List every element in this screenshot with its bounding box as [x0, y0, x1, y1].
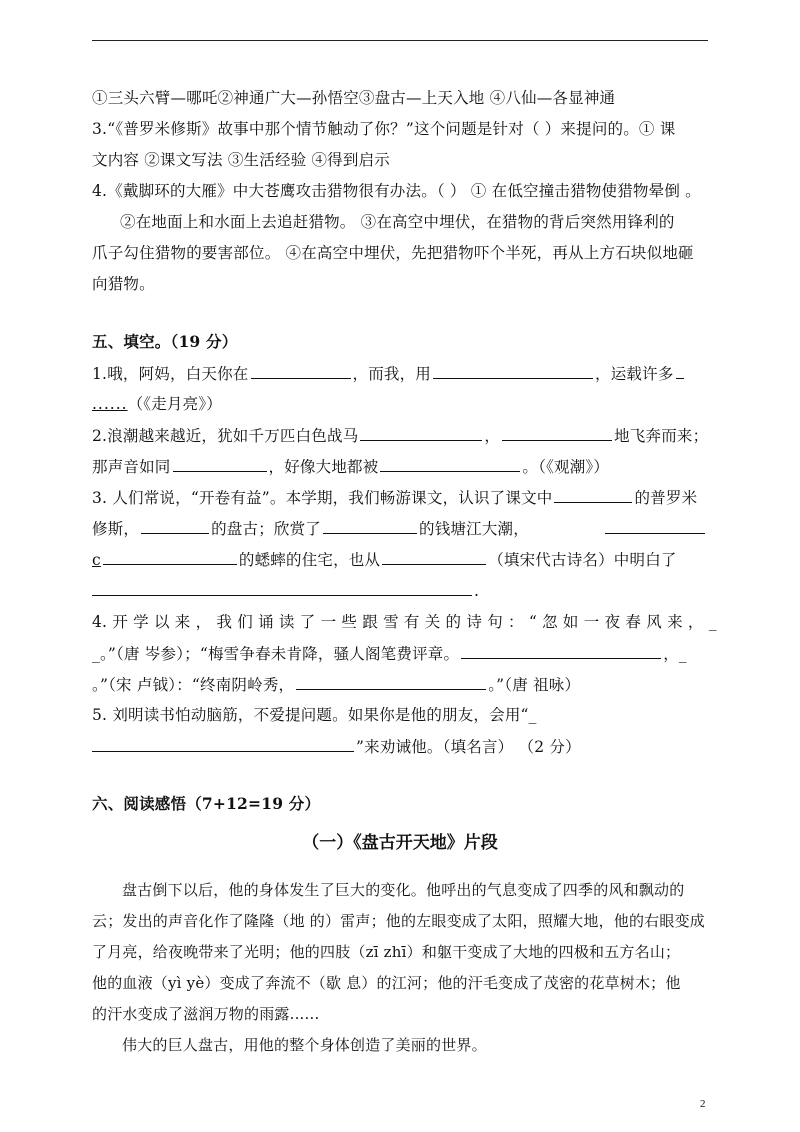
page-number: 2	[700, 1098, 706, 1110]
question-4-line-2: ②在地面上和水面上去追赶猎物。 ③在高空中埋伏，在猎物的背后突然用锋利的	[120, 213, 675, 231]
fill-4-text-c: ，_	[663, 645, 687, 663]
fill-4-text-e: 。”（唐 祖咏）	[488, 676, 581, 694]
fill-3-text-i: .	[474, 582, 480, 600]
passage-line-6: 伟大的巨人盘古，用他的整个身体创造了美丽的世界。	[122, 1036, 487, 1054]
fill-1-line-1	[92, 363, 686, 384]
question-3-line-1: 3.“《普罗米修斯》故事中那个情节触动了你？”这个问题是针对（ ）来提问的。① 课	[92, 120, 676, 138]
fill-1-blank-3[interactable]	[676, 363, 684, 379]
fill-2-line-2	[92, 456, 609, 477]
q3-options-line: ①三头六臂—哪吒②神通广大—孙悟空③盘古—上天入地 ④八仙—各显神通	[92, 89, 616, 107]
fill-2-text-e: ，好像大地都被	[268, 458, 379, 476]
passage-line-2: 云；发出的声音化作了隆隆（地 的）雷声；他的左眼变成了太阳，照耀大地，他的右眼变成	[92, 912, 705, 930]
fill-1-ellipsis: ......	[92, 395, 128, 413]
fill-2-blank-3[interactable]	[173, 456, 267, 472]
fill-3-blank-4[interactable]	[605, 518, 705, 534]
passage-line-4: 他的血液（yì yè）变成了奔流不（歇 息）的江河；他的汗毛变成了茂密的花草树木；他	[92, 974, 681, 992]
passage-title: （一）《盘古开天地》片段	[302, 833, 498, 853]
question-4-line-3: 爪子勾住猎物的要害部位。 ④在高空中埋伏，先把猎物吓个半死，再从上方石块似地砸	[92, 244, 694, 262]
fill-4-line-2	[92, 643, 687, 664]
fill-1-line-2	[92, 394, 222, 414]
fill-3-blank-5[interactable]	[103, 549, 237, 565]
fill-3-text-d: 的盘古；欣赏了	[211, 520, 322, 538]
section-6-title: 六、阅读感悟（7+12=19 分）	[92, 794, 321, 813]
fill-5-line-1: 5. 刘明读书怕动脑筋，不爱提问题。如果你是他的朋友，会用“_	[92, 706, 537, 724]
header-rule	[92, 40, 708, 41]
fill-4-text-b: _。”（唐 岑参）；“梅雪争春未肯降，骚人阁笔费评章。	[92, 645, 460, 663]
fill-1-source: （《走月亮》）	[127, 395, 222, 413]
fill-2-text-d: 那声音如同	[92, 458, 171, 476]
fill-1-text-c: ，运载许多	[595, 365, 674, 383]
fill-3-blank-2[interactable]	[141, 518, 209, 534]
fill-4-blank-2[interactable]	[296, 674, 486, 690]
fill-1-blank-1[interactable]	[251, 363, 351, 379]
fill-1-text-b: ，而我，用	[352, 365, 432, 383]
fill-3-text-c: 修斯，	[92, 520, 140, 538]
passage-line-5: 的汗水变成了滋润万物的雨露......	[92, 1005, 320, 1023]
question-4-line-4: 向猎物。	[92, 275, 155, 293]
fill-5-text-b: ”来劝诫他。（填名言） （2 分）	[356, 738, 581, 756]
fill-3-line-1	[92, 487, 697, 508]
fill-2-line-1	[92, 425, 708, 446]
section-5-title: 五、填空。（19 分）	[92, 332, 238, 351]
fill-5-line-2	[92, 736, 581, 757]
fill-2-blank-2[interactable]	[502, 425, 612, 441]
question-3-line-2: 文内容 ②课文写法 ③生活经验 ④得到启示	[92, 151, 390, 169]
passage-line-1: 盘古倒下以后，他的身体发生了巨大的变化。他呼出的气息变成了四季的风和飘动的	[122, 881, 685, 899]
fill-3-blank-6[interactable]	[382, 549, 486, 565]
fill-2-text-a: 2.浪潮越来越近，犹如千万匹白色战马	[92, 427, 359, 445]
fill-3-text-f: c	[92, 551, 101, 569]
fill-3-blank-7[interactable]	[92, 580, 472, 596]
fill-2-text-b: ，	[484, 427, 501, 445]
fill-3-text-g: 的蟋蟀的住宅，也从	[238, 551, 381, 569]
fill-3-text-e: 的钱塘江大潮，	[419, 520, 529, 538]
fill-3-line-2	[92, 518, 707, 539]
fill-1-text-a: 1.哦，阿妈，白天你在	[92, 365, 249, 383]
passage-line-3: 了月亮，给夜晚带来了光明；他的四肢（zī zhī）和躯干变成了大地的四极和五方名山；	[92, 943, 681, 961]
fill-4-text-d: 。”（宋 卢钺）：“终南阴岭秀，	[92, 676, 295, 694]
question-4-line-1: 4.《戴脚环的大雁》中大苍鹰攻击猎物很有办法。（ ） ① 在低空撞击猎物使猎物晕倒 。	[92, 182, 701, 200]
fill-3-line-4	[92, 580, 479, 601]
fill-2-text-f: 。（《观潮》）	[522, 458, 610, 476]
fill-5-blank[interactable]	[92, 736, 354, 752]
fill-4-blank-1[interactable]	[461, 643, 661, 659]
fill-3-line-3	[92, 549, 677, 570]
fill-2-text-c: 地飞奔而来；	[614, 427, 709, 445]
fill-1-blank-2[interactable]	[433, 363, 593, 379]
fill-2-blank-4[interactable]	[380, 456, 520, 472]
fill-4-line-1: 4. 开 学 以 来 ， 我 们 诵 读 了 一 些 跟 雪 有 关 的 诗 句 ： “ 忽 如 一 夜 春 风 来 ， _	[92, 613, 717, 631]
fill-3-blank-3[interactable]	[323, 518, 417, 534]
fill-3-text-b: 的普罗米	[634, 489, 698, 507]
fill-3-text-a: 3. 人们常说，“开卷有益”。本学期，我们畅游课文，认识了课文中	[92, 489, 553, 507]
fill-2-blank-1[interactable]	[360, 425, 482, 441]
fill-3-blank-1[interactable]	[554, 487, 632, 503]
fill-4-line-3	[92, 674, 580, 695]
fill-3-text-h: （填宋代古诗名）中明白了	[488, 551, 677, 569]
